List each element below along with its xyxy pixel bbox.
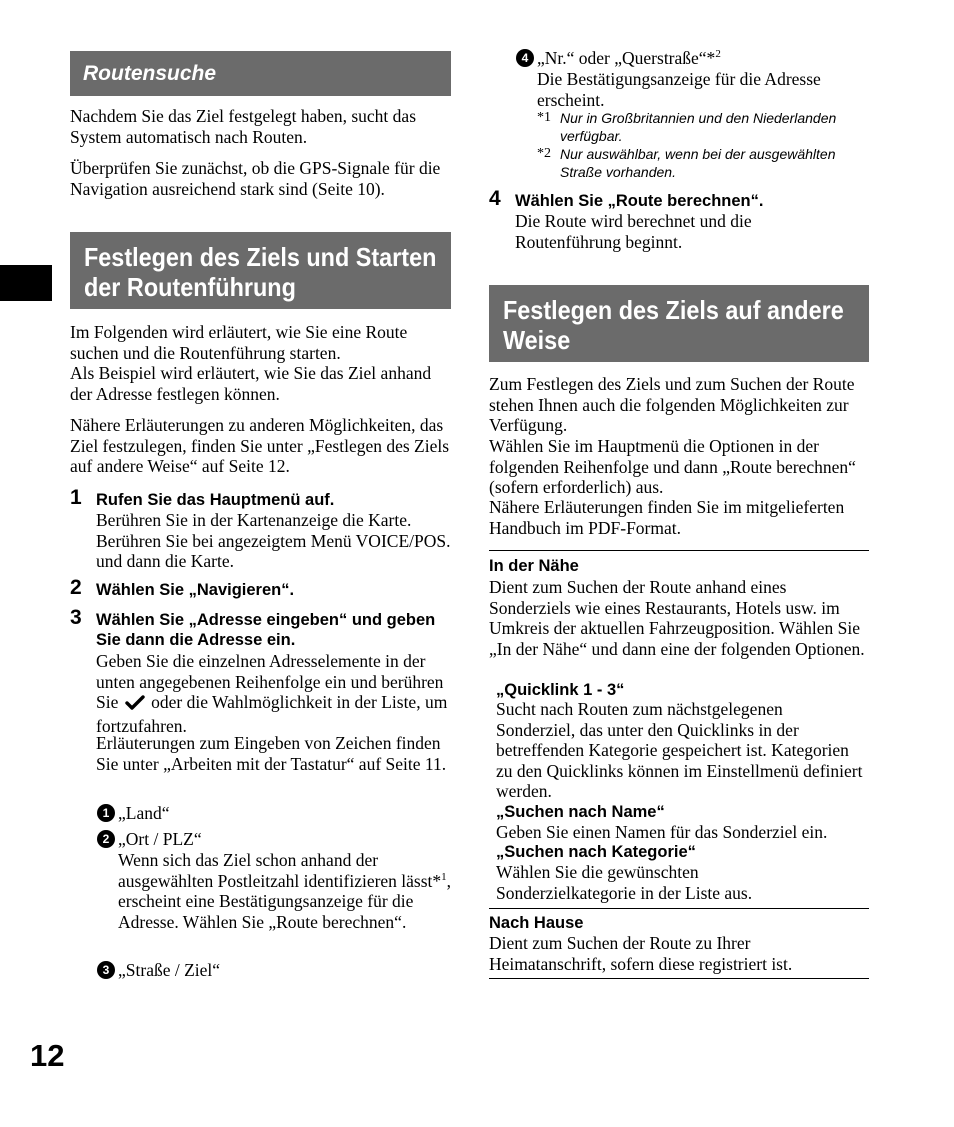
section-heading-andere-weise-text: Festlegen des Ziels auf andere Weise <box>503 295 844 355</box>
option-suchen-kategorie-body: Wählen Sie die gewünschten Sonderzielkategorie in der Liste aus. <box>496 862 753 903</box>
step-3-body-b-text: oder die Wahlmöglichkeit in der Liste, um fortzufahren. <box>96 692 448 736</box>
in-der-naehe-title: In der Nähe <box>489 557 579 575</box>
substep-2-description-a: Wenn sich das Ziel schon anhand der ausgewählten Postleitzahl identifizieren lässt* <box>118 850 442 891</box>
footnote-2-text: Nur auswählbar, wenn bei der ausgewählten Straße vorhanden. <box>560 146 836 180</box>
substep-4-description: Die Bestätigungsanzeige für die Adresse erscheint. <box>537 69 821 110</box>
option-quicklink-title: „Quicklink 1 - 3“ <box>496 681 625 699</box>
substep-4-marker: 4 <box>516 49 534 67</box>
divider-in-der-naehe <box>489 550 869 551</box>
substep-2-marker: 2 <box>97 830 115 848</box>
page-number: 12 <box>30 1038 65 1073</box>
footnote-ref-2: 2 <box>715 48 721 61</box>
andere-paragraph-2: Wählen Sie im Hauptmenü die Optionen in der folgenden Reihenfolge und dann „Route berechnen“ (sofern erforderlich) aus. <box>489 436 856 497</box>
option-suchen-name-body: Geben Sie einen Namen für das Sonderziel ein. <box>496 822 828 842</box>
step-2-title: Wählen Sie „Navigieren“. <box>96 581 295 599</box>
step-3-body-a <box>96 651 452 736</box>
footnote-1-text: Nur in Großbritannien und den Niederlanden verfügbar. <box>560 110 837 144</box>
substep-2-description <box>118 850 452 932</box>
routensuche-paragraph-2: Überprüfen Sie zunächst, ob die GPS-Signale für die Navigation ausreichend stark sind (Seite 10). <box>70 158 441 199</box>
step-3-body-a-text: Geben Sie die einzelnen Adresselemente in der unten angegebenen Reihenfolge ein und berühren Sie <box>96 651 444 712</box>
substep-4-label-text: „Nr.“ oder „Querstraße“* <box>537 48 716 68</box>
section-heading-routensuche-text: Routensuche <box>83 61 217 85</box>
section-heading-routensuche <box>70 51 451 96</box>
option-suchen-name-title: „Suchen nach Name“ <box>496 803 665 821</box>
step-1-title: Rufen Sie das Hauptmenü auf. <box>96 491 335 509</box>
footnote-2 <box>537 145 867 181</box>
step-3-body-c: Erläuterungen zum Eingeben von Zeichen finden Sie unter „Arbeiten mit der Tastatur“ auf Seite 11. <box>96 733 447 774</box>
footnote-ref-1: 1 <box>441 870 447 883</box>
substep-2-description-b: , erscheint eine Bestätigungsanzeige für die Adresse. Wählen Sie „Route berechnen“. <box>118 870 452 932</box>
chapter-tab-marker <box>0 265 52 301</box>
divider-nach-hause <box>489 908 869 909</box>
check-icon <box>125 695 145 716</box>
step-1-body: Berühren Sie in der Kartenanzeige die Karte. Berühren Sie bei angezeigtem Menü VOICE/POS. und dann die Karte. <box>96 510 451 571</box>
step-1-number: 1 <box>70 486 82 509</box>
step-2-number: 2 <box>70 576 82 599</box>
substep-3-label: „Straße / Ziel“ <box>118 960 221 980</box>
substep-2-label: „Ort / PLZ“ <box>118 829 202 849</box>
footnote-2-mark: *2 <box>537 146 551 161</box>
substep-4-label <box>537 48 867 69</box>
step-4-number: 4 <box>489 187 501 210</box>
footnote-1-mark: *1 <box>537 110 551 125</box>
festlegen-paragraph-2: Nähere Erläuterungen zu anderen Möglichkeiten, das Ziel festzulegen, finden Sie unter „Festlegen des Ziels auf andere Weise“ auf Seite 12. <box>70 415 450 476</box>
section-heading-festlegen <box>70 232 451 309</box>
section-heading-festlegen-text: Festlegen des Ziels und Starten der Routenführung <box>84 242 437 302</box>
routensuche-paragraph-1: Nachdem Sie das Ziel festgelegt haben, sucht das System automatisch nach Routen. <box>70 106 417 147</box>
substep-3-marker: 3 <box>97 961 115 979</box>
step-3-number: 3 <box>70 606 82 629</box>
section-heading-andere-weise <box>489 285 869 362</box>
festlegen-paragraph-1b: Als Beispiel wird erläutert, wie Sie das Ziel anhand der Adresse festlegen können. <box>70 363 432 404</box>
in-der-naehe-body: Dient zum Suchen der Route anhand eines Sonderziels wie eines Restaurants, Hotels usw. im Umkreis der aktuellen Fahrzeugposition. Wählen Sie „In der Nähe“ und dann eine der folgenden Optionen. <box>489 577 865 659</box>
substep-1-marker: 1 <box>97 804 115 822</box>
andere-paragraph-3: Nähere Erläuterungen finden Sie im mitgelieferten Handbuch im PDF-Format. <box>489 497 845 538</box>
substep-1-label: „Land“ <box>118 803 170 823</box>
nach-hause-title: Nach Hause <box>489 914 584 932</box>
option-suchen-kategorie-title: „Suchen nach Kategorie“ <box>496 843 696 861</box>
andere-paragraph-1: Zum Festlegen des Ziels und zum Suchen der Route stehen Ihnen auch die folgenden Möglichkeiten zur Verfügung. <box>489 374 855 435</box>
divider-end <box>489 978 869 979</box>
step-4-body: Die Route wird berechnet und die Routenführung beginnt. <box>515 211 752 252</box>
step-3-title: Wählen Sie „Adresse eingeben“ und geben Sie dann die Adresse ein. <box>96 611 436 649</box>
footnote-1 <box>537 109 867 145</box>
option-quicklink-body: Sucht nach Routen zum nächstgelegenen Sonderziel, das unter den Quicklinks in der betreffenden Kategorie gespeichert ist. Kategorien zu den Quicklinks können im Einstellmenü definiert werden. <box>496 699 863 801</box>
step-4-title: Wählen Sie „Route berechnen“. <box>515 192 764 210</box>
nach-hause-body: Dient zum Suchen der Route zu Ihrer Heimatanschrift, sofern diese registriert ist. <box>489 933 793 974</box>
festlegen-paragraph-1a: Im Folgenden wird erläutert, wie Sie eine Route suchen und die Routenführung starten. <box>70 322 408 363</box>
